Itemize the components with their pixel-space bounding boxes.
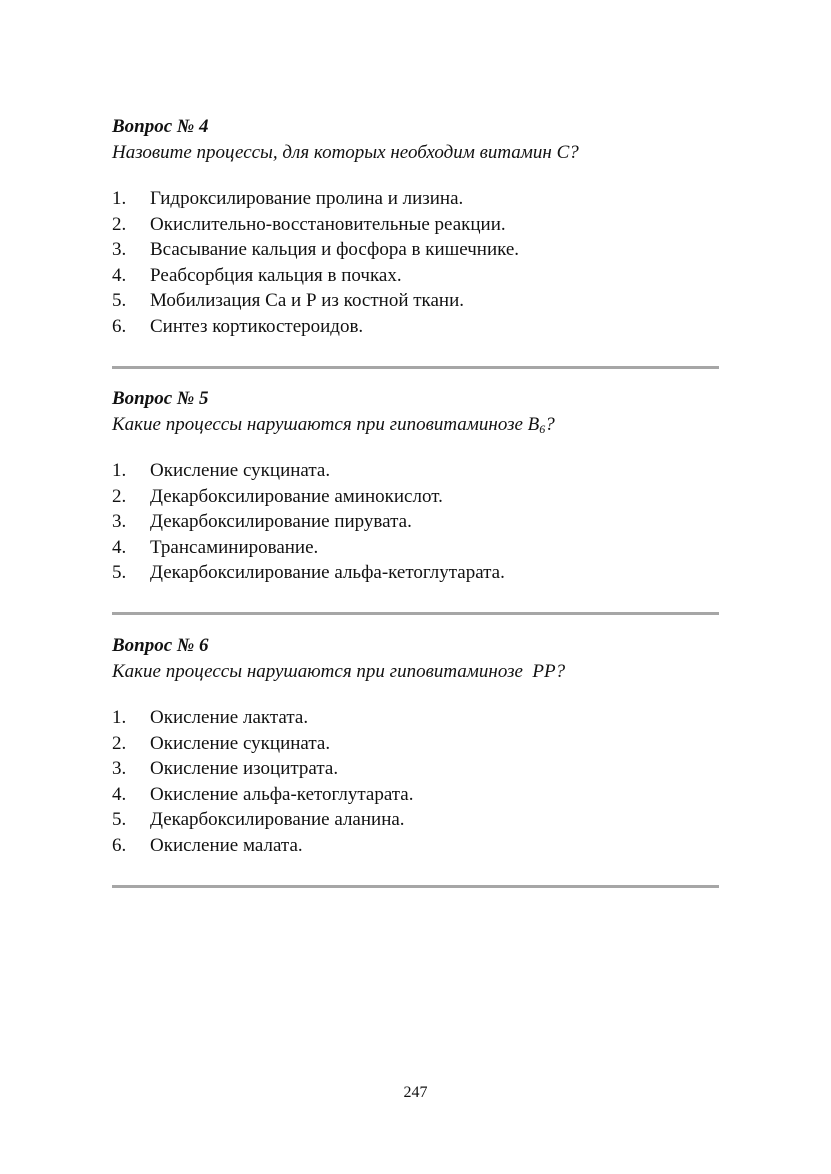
answer-item — [112, 833, 720, 859]
answer-number: 5. — [112, 562, 127, 584]
answer-number: 2. — [112, 213, 127, 235]
question-text-subscript: 6 — [539, 422, 546, 436]
answer-number: 3. — [112, 511, 127, 533]
answer-list — [112, 705, 720, 859]
answer-text: Окислительно-восстановительные реакции. — [150, 213, 506, 235]
answer-item — [112, 509, 720, 535]
question-text — [112, 412, 720, 438]
question-title: Вопрос № 4 — [112, 116, 209, 137]
answer-text: Декарбоксилирование пирувата. — [150, 511, 412, 533]
answer-number: 2. — [112, 485, 127, 507]
answer-item — [112, 705, 720, 731]
answer-text: Окисление сукцината. — [150, 732, 331, 754]
answer-text: Гидроксилирование пролина и лизина. — [150, 188, 464, 209]
section-divider — [112, 612, 719, 615]
answer-text: Окисление малата. — [150, 834, 303, 856]
answer-item — [112, 484, 720, 510]
answer-item — [112, 237, 720, 263]
answer-text: Окисление сукцината. — [150, 460, 331, 481]
answer-text: Окисление альфа-кетоглутарата. — [150, 783, 414, 805]
page-number: 247 — [403, 1084, 428, 1101]
answer-item — [112, 458, 720, 484]
question-text: Какие процессы нарушаются при гиповитаминозе РР? — [112, 661, 566, 682]
answer-text: Декарбоксилирование аланина. — [150, 809, 405, 831]
answer-number: 1. — [112, 188, 127, 209]
answer-number: 5. — [112, 290, 127, 312]
answer-number: 4. — [112, 264, 127, 286]
question-title: Вопрос № 6 — [112, 635, 209, 656]
answer-number: 1. — [112, 460, 127, 481]
answer-item — [112, 288, 720, 314]
answer-number: 3. — [112, 758, 127, 780]
question-text-end: ? — [545, 414, 555, 435]
section-divider — [112, 366, 719, 369]
answer-text: Синтез кортикостероидов. — [150, 315, 364, 337]
answer-number: 4. — [112, 536, 127, 558]
question-block-4 — [112, 114, 720, 369]
answer-item — [112, 731, 720, 757]
answer-number: 6. — [112, 834, 127, 856]
answer-text: Реабсорбция кальция в почках. — [150, 264, 402, 286]
answer-number: 2. — [112, 732, 127, 754]
answer-number: 6. — [112, 315, 127, 337]
answer-text: Трансаминирование. — [150, 536, 319, 558]
answer-number: 1. — [112, 707, 127, 728]
question-text-main: Какие процессы нарушаются при гиповитаминозе В — [112, 414, 540, 435]
answer-item — [112, 186, 720, 212]
answer-number: 5. — [112, 809, 127, 831]
answer-text: Окисление лактата. — [150, 707, 309, 728]
answer-number: 3. — [112, 239, 127, 261]
answer-text: Мобилизация Са и Р из костной ткани. — [150, 290, 465, 312]
answer-item — [112, 314, 720, 340]
answer-text: Окисление изоцитрата. — [150, 758, 339, 780]
answer-item — [112, 263, 720, 289]
question-title: Вопрос № 5 — [112, 388, 209, 409]
question-text: Назовите процессы, для которых необходим витамин С? — [112, 142, 579, 163]
answer-text: Декарбоксилирование аминокислот. — [150, 485, 443, 507]
answer-item — [112, 535, 720, 561]
answer-number: 4. — [112, 783, 127, 805]
answer-item — [112, 756, 720, 782]
answer-item — [112, 560, 720, 586]
answer-text: Декарбоксилирование альфа-кетоглутарата. — [150, 562, 505, 584]
answer-item — [112, 212, 720, 238]
section-divider — [112, 885, 719, 888]
answer-item — [112, 807, 720, 833]
answer-item — [112, 782, 720, 808]
question-block-6 — [112, 633, 720, 888]
question-block-5 — [112, 386, 720, 615]
answer-text: Всасывание кальция и фосфора в кишечнике. — [150, 239, 520, 261]
answer-list — [112, 458, 720, 586]
answer-list — [112, 186, 720, 340]
